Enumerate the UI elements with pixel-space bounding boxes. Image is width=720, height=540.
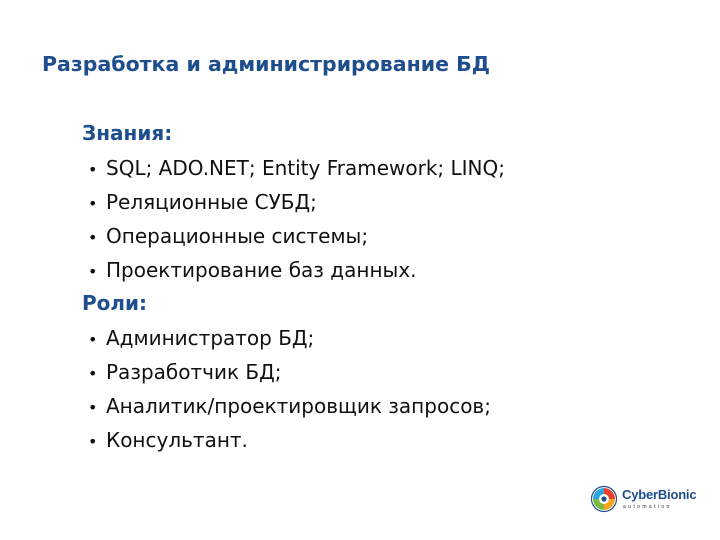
roles-list: [82, 321, 682, 457]
list-item-text: Консультант.: [106, 428, 248, 452]
list-item: [82, 253, 682, 287]
list-item: [82, 389, 682, 423]
bullet-icon: •: [88, 432, 98, 451]
logo-subtitle: automation: [623, 504, 672, 510]
cyberbionic-logo: [590, 484, 700, 514]
bullet-icon: •: [88, 160, 98, 179]
bullet-icon: •: [88, 364, 98, 383]
list-item-text: Операционные системы;: [106, 224, 369, 248]
bullet-icon: •: [88, 228, 98, 247]
cyberbionic-logo-icon: [590, 485, 618, 513]
bullet-icon: •: [88, 330, 98, 349]
knowledge-heading: Знания:: [82, 121, 173, 145]
list-item-text: Реляционные СУБД;: [106, 190, 317, 214]
list-item-text: Аналитик/проектировщик запросов;: [106, 394, 491, 418]
logo-name: CyberBionic: [622, 487, 697, 502]
list-item: [82, 321, 682, 355]
bullet-icon: •: [88, 194, 98, 213]
bullet-icon: •: [88, 398, 98, 417]
list-item: [82, 151, 682, 185]
list-item: [82, 185, 682, 219]
roles-heading: Роли:: [82, 291, 148, 315]
slide-content: [82, 117, 682, 457]
list-item-text: Разработчик БД;: [106, 360, 282, 384]
list-item: [82, 355, 682, 389]
knowledge-list: [82, 151, 682, 287]
bullet-icon: •: [88, 262, 98, 281]
list-item-text: Проектирование баз данных.: [106, 258, 417, 282]
list-item-text: Администратор БД;: [106, 326, 315, 350]
list-item: [82, 423, 682, 457]
list-item: [82, 219, 682, 253]
list-item-text: SQL; ADO.NET; Entity Framework; LINQ;: [106, 156, 505, 180]
slide-title: Разработка и администрирование БД: [42, 52, 491, 76]
